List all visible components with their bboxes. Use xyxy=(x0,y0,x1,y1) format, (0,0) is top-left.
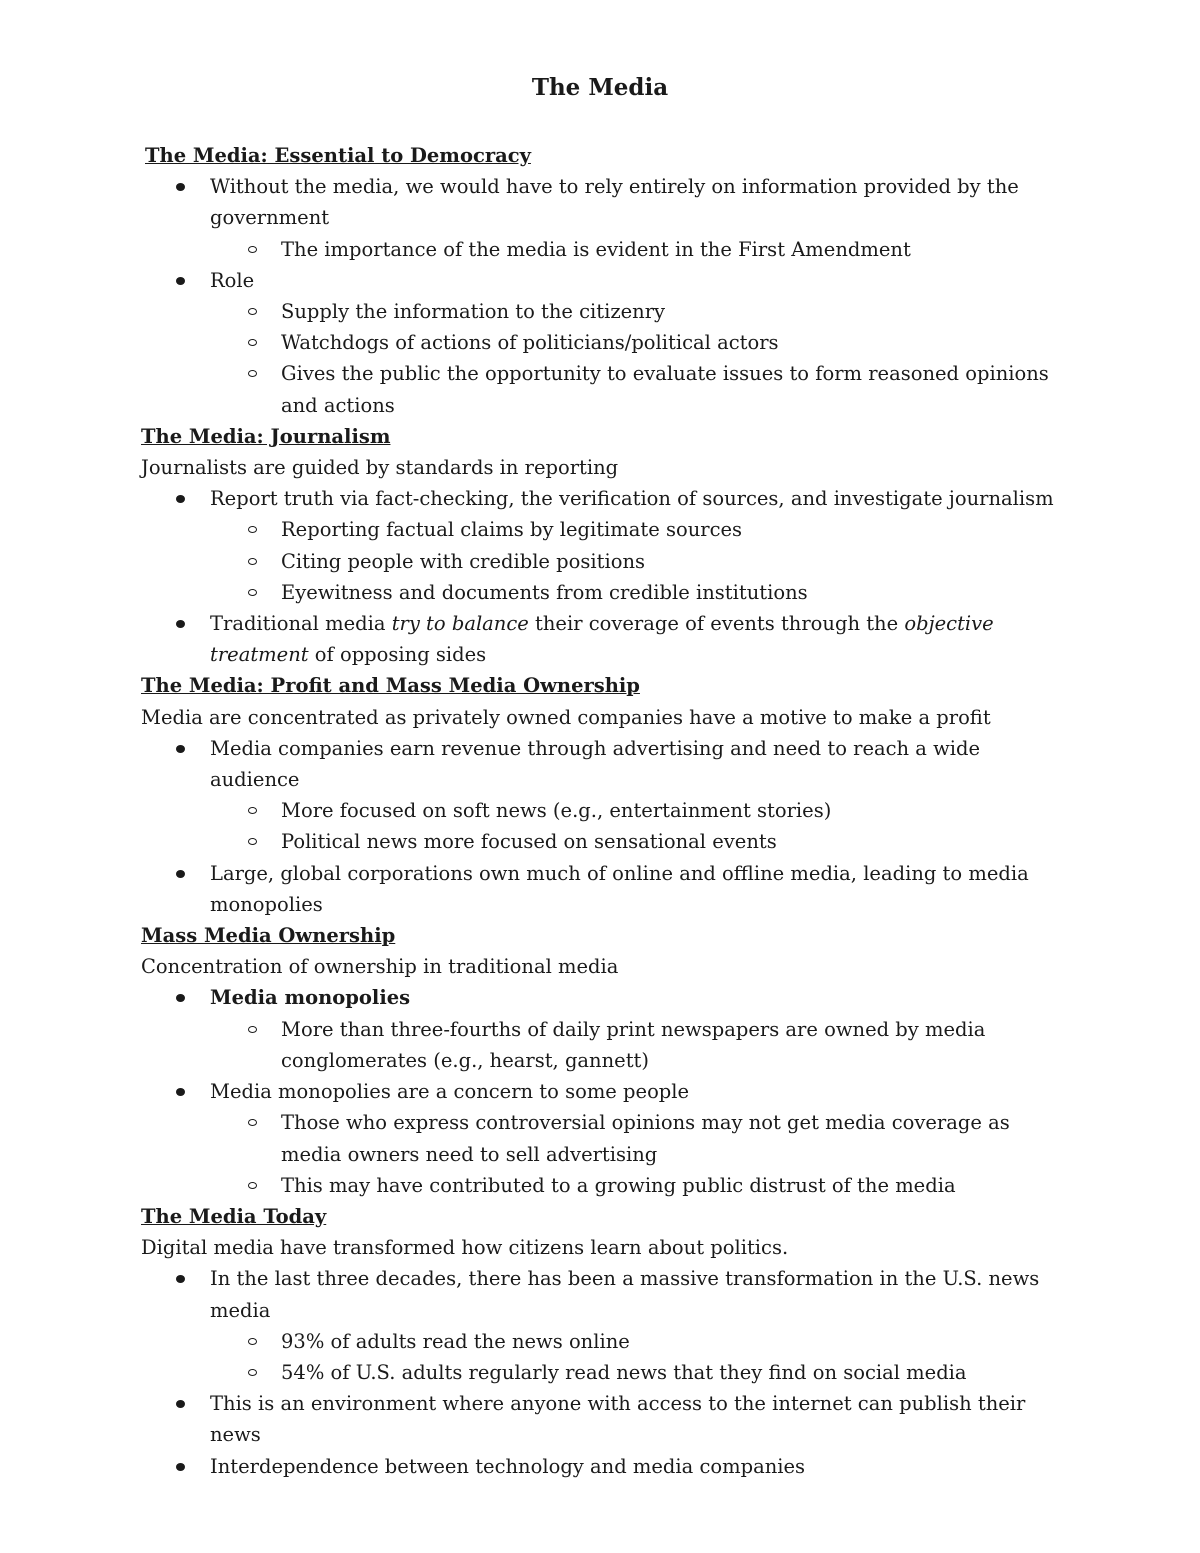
sub-list-item xyxy=(281,577,1071,608)
sub-list-item-text: Eyewitness and documents from credible institutions xyxy=(281,580,808,604)
sub-list-item-text: Those who express controversial opinions may not get media coverage as media owners need to sell advertising xyxy=(281,1111,1010,1166)
section-heading: Mass Media Ownership xyxy=(141,924,396,948)
filled-bullet-icon xyxy=(176,608,188,639)
section-intro: Digital media have transformed how citizens learn about politics. xyxy=(141,1236,789,1260)
sub-list-item-text: Gives the public the opportunity to evaluate issues to form reasoned opinions and actions xyxy=(281,362,1049,417)
filled-bullet-icon xyxy=(176,1451,188,1482)
bullet-list xyxy=(141,171,1071,421)
hollow-bullet-icon xyxy=(248,358,260,389)
document-body xyxy=(141,140,1071,1482)
list-item-text xyxy=(210,612,994,666)
sub-list-item-text: 54% of U.S. adults regularly read news that they find on social media xyxy=(281,1360,967,1384)
section-heading: The Media: Journalism xyxy=(141,424,391,448)
list-item-text: Media monopolies xyxy=(210,986,411,1010)
sub-list-item xyxy=(281,1107,1071,1169)
section-mass-media-ownership xyxy=(141,920,1071,1201)
sub-list-item-text: The importance of the media is evident in the First Amendment xyxy=(281,237,911,261)
sub-bullet-list xyxy=(210,514,1071,608)
list-item xyxy=(210,733,1071,858)
list-item-text: Interdependence between technology and media companies xyxy=(210,1454,806,1478)
sub-list-item-text: More than three-fourths of daily print newspapers are owned by media conglomerates (e.g., hearst, gannett) xyxy=(281,1017,986,1072)
hollow-bullet-icon xyxy=(248,1170,260,1201)
hollow-bullet-icon xyxy=(248,795,260,826)
filled-bullet-icon xyxy=(176,265,188,296)
sub-list-item xyxy=(281,826,1071,857)
bullet-list xyxy=(141,1263,1071,1481)
list-item xyxy=(210,483,1071,608)
list-item-text: Without the media, we would have to rely entirely on information provided by the government xyxy=(210,175,1019,230)
sub-bullet-list xyxy=(210,1014,1071,1076)
hollow-bullet-icon xyxy=(248,826,260,857)
sub-bullet-list xyxy=(210,296,1071,421)
hollow-bullet-icon xyxy=(248,327,260,358)
sub-list-item xyxy=(281,358,1071,420)
sub-bullet-list xyxy=(210,234,1071,265)
sub-bullet-list xyxy=(210,1107,1071,1201)
hollow-bullet-icon xyxy=(248,546,260,577)
sub-list-item-text: Political news more focused on sensational events xyxy=(281,830,777,854)
filled-bullet-icon xyxy=(176,1076,188,1107)
filled-bullet-icon xyxy=(176,1263,188,1294)
filled-bullet-icon xyxy=(176,982,188,1013)
sub-list-item xyxy=(281,296,1071,327)
sub-list-item xyxy=(281,795,1071,826)
hollow-bullet-icon xyxy=(248,1326,260,1357)
sub-bullet-list xyxy=(210,1326,1071,1388)
hollow-bullet-icon xyxy=(248,1014,260,1045)
list-item xyxy=(210,608,1071,670)
list-item xyxy=(210,1451,1071,1482)
section-heading: The Media: Profit and Mass Media Ownership xyxy=(141,674,640,698)
sub-list-item-text: Supply the information to the citizenry xyxy=(281,300,666,324)
section-media-today xyxy=(141,1201,1071,1482)
list-item xyxy=(210,1388,1071,1450)
section-intro: Media are concentrated as privately owned companies have a motive to make a profit xyxy=(141,705,991,729)
list-item xyxy=(210,1263,1071,1388)
sub-list-item xyxy=(281,1170,1071,1201)
hollow-bullet-icon xyxy=(248,1357,260,1388)
section-essential-to-democracy xyxy=(141,140,1071,421)
italic-text-run: objective treatment xyxy=(210,612,994,667)
list-item xyxy=(210,171,1071,265)
hollow-bullet-icon xyxy=(248,514,260,545)
list-item-text: Report truth via fact-checking, the verification of sources, and investigate journalism xyxy=(210,487,1054,511)
hollow-bullet-icon xyxy=(248,577,260,608)
list-item xyxy=(210,265,1071,421)
sub-list-item xyxy=(281,234,1071,265)
filled-bullet-icon xyxy=(176,858,188,889)
section-heading: The Media: Essential to Democracy xyxy=(145,144,531,167)
filled-bullet-icon xyxy=(176,171,188,202)
sub-list-item xyxy=(281,1326,1071,1357)
sub-list-item-text: Reporting factual claims by legitimate sources xyxy=(281,518,743,542)
text-run: of opposing sides xyxy=(308,643,487,667)
sub-bullet-list xyxy=(210,795,1071,857)
section-profit-ownership xyxy=(141,670,1071,920)
filled-bullet-icon xyxy=(176,733,188,764)
sub-list-item-text: This may have contributed to a growing public distrust of the media xyxy=(281,1173,956,1197)
section-heading: The Media Today xyxy=(141,1204,327,1228)
list-item-text: Media monopolies are a concern to some people xyxy=(210,1080,690,1104)
section-intro: Concentration of ownership in traditional media xyxy=(141,955,619,979)
hollow-bullet-icon xyxy=(248,234,260,265)
text-run: Traditional media xyxy=(210,612,392,636)
text-run: their coverage of events through the xyxy=(528,612,905,636)
sub-list-item xyxy=(281,514,1071,545)
sub-list-item-text: More focused on soft news (e.g., entertainment stories) xyxy=(281,799,832,823)
list-item xyxy=(210,858,1071,920)
section-journalism xyxy=(141,421,1071,671)
sub-list-item xyxy=(281,546,1071,577)
bullet-list xyxy=(141,982,1071,1200)
list-item-text: Large, global corporations own much of online and offline media, leading to media monopolies xyxy=(210,861,1029,916)
list-item-text: Role xyxy=(210,268,255,292)
document-title: The Media xyxy=(531,74,669,101)
list-item xyxy=(210,1076,1071,1201)
filled-bullet-icon xyxy=(176,483,188,514)
list-item-text: This is an environment where anyone with access to the internet can publish their news xyxy=(210,1392,1026,1447)
sub-list-item-text: Citing people with credible positions xyxy=(281,549,646,573)
list-item-text: In the last three decades, there has been a massive transformation in the U.S. news media xyxy=(210,1267,1040,1322)
filled-bullet-icon xyxy=(176,1388,188,1419)
sub-list-item-text: Watchdogs of actions of politicians/political actors xyxy=(281,331,779,355)
bullet-list xyxy=(141,483,1071,670)
list-item xyxy=(210,982,1071,1076)
hollow-bullet-icon xyxy=(248,1107,260,1138)
italic-text-run: try to balance xyxy=(391,612,529,636)
hollow-bullet-icon xyxy=(248,296,260,327)
sub-list-item xyxy=(281,327,1071,358)
list-item-text: Media companies earn revenue through advertising and need to reach a wide audience xyxy=(210,736,981,792)
section-intro: Journalists are guided by standards in reporting xyxy=(141,456,619,480)
sub-list-item-text: 93% of adults read the news online xyxy=(281,1329,630,1353)
sub-list-item xyxy=(281,1014,1071,1076)
sub-list-item xyxy=(281,1357,1071,1388)
bullet-list xyxy=(141,733,1071,920)
